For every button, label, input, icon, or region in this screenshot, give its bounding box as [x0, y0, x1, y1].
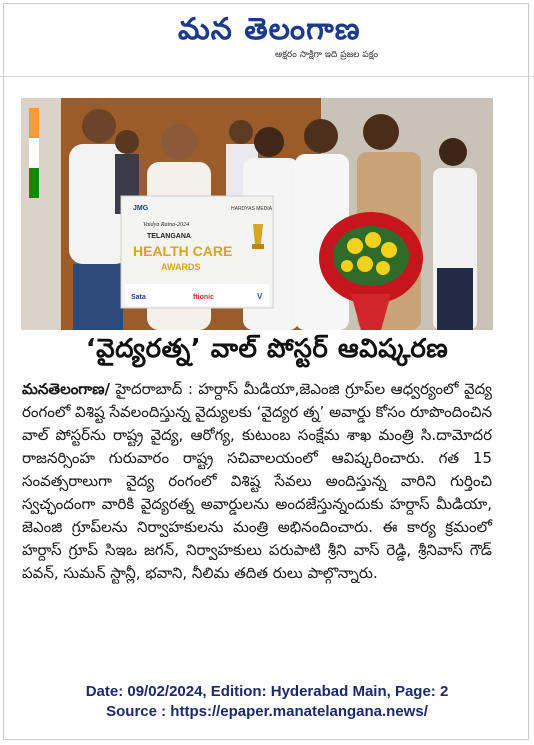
left-curtain — [21, 98, 61, 330]
trophy-base-icon — [252, 244, 264, 249]
poster-awards: AWARDS — [161, 262, 201, 272]
sponsor-1: Sata — [131, 294, 146, 301]
sponsor-2: ftionic — [193, 294, 214, 301]
article-body — [22, 378, 492, 585]
poster-event-small: Vaidya Ratna-2024 — [143, 222, 190, 228]
article-dateline: మనతెలంగాణ/ — [22, 380, 110, 398]
newspaper-logo: మన తెలంగాణ — [178, 12, 361, 47]
edition-info: Date: 09/02/2024, Edition: Hyderabad Main, Page: 2 — [85, 683, 449, 700]
masthead — [0, 6, 534, 72]
source-footer — [0, 682, 534, 722]
photo-illustration — [21, 98, 493, 330]
poster-brand-right: HARDYAS MEDIA — [231, 206, 273, 212]
flag-icon-white — [29, 138, 39, 168]
poster-telangana: TELANGANA — [147, 233, 191, 240]
flag-icon — [29, 108, 39, 138]
article-text: హైదరాబాద్ : హర్దాస్ మీడియా,జెఎంజి గ్రూప్‌ల ఆధ్వర్యంలో వైద్య రంగంలో విశిష్ట సేవలందిస్తున్న వైద్యులకు ‘వైద్యర త్న’ అవార్డు కోసం రూపొందించిన వాల్ పోస్టర్‌ను రాష్ట్ర వైద్య, ఆరోగ్య, కుటుంబ సంక్షేమ శాఖ మంత్రి సి.దామోదర రాజనర్సింహ గురువారం రాష్ట్ర సచివాలయంలో ఆవిష్కరించారు. గత 15 సంవత్సరాలుగా వైద్య రంగంలో విశిష్ట సేవలు అందిస్తున్న వారిని గుర్తించి స్వచ్ఛందంగా వారికి వైద్యరత్న అవార్డులను అందజేస్తున్నందుకు హర్దాస్ మీడియా, జెఎంజి గ్రూప్‌లను నిర్వాహకులను మంత్రి అభినందించారు. ఈ కార్య క్రమంలో హర్దాస్ గ్రూప్ సిఇఒ జగన్, నిర్వాహకులు పరుపాటి శ్రీని వాస్ రెడ్డి, శ్రీనివాస్ గౌడ్ పవన్, సుమన్ స్టాన్లీ, భవాని, నీలిమ తదిత రులు పాల్గొన్నారు. — [22, 380, 492, 582]
news-photo — [21, 98, 493, 330]
poster-brand-left: JMG — [133, 205, 149, 212]
flag-icon-green — [29, 168, 39, 198]
article-headline: ‘వైద్యరత్న’ వాల్ పోస్టర్ ఆవిష్కరణ — [85, 334, 449, 364]
source-url: Source : https://epaper.manatelangana.news/ — [106, 703, 428, 720]
newspaper-tagline: అక్షరం సాక్షిగా ఇది ప్రజల పక్షం — [275, 50, 379, 60]
award-poster — [121, 196, 273, 308]
sponsor-3: V — [257, 292, 263, 301]
header-divider — [0, 76, 534, 77]
poster-health-care: HEALTH CARE — [133, 243, 233, 259]
